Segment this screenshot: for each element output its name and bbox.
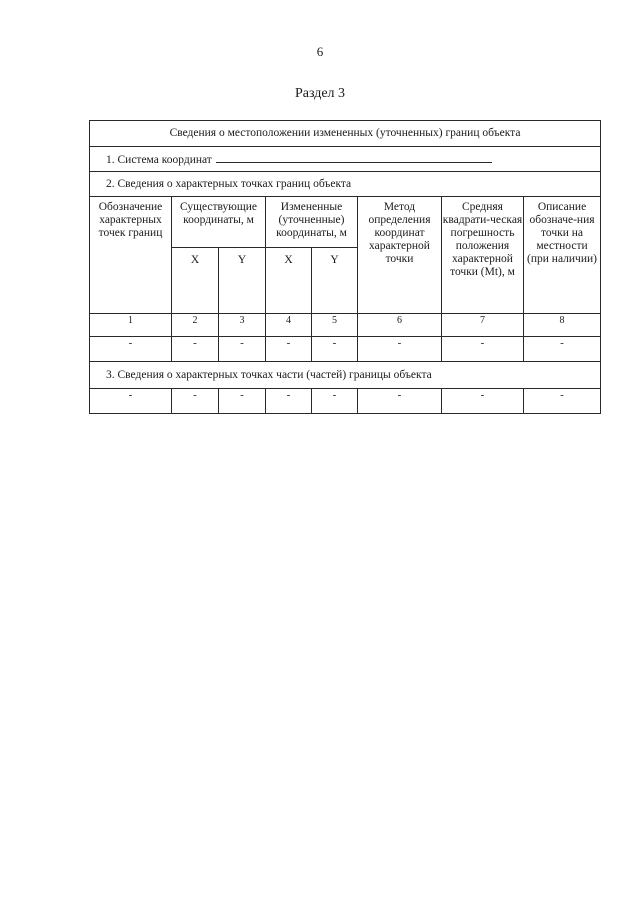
header-mean-square-error: Средняя квадрати-ческая погрешность положения характерной точки (Mt), м <box>442 197 524 314</box>
table-cell: - <box>172 337 219 362</box>
table-cell: - <box>524 337 601 362</box>
header-existing-x: X <box>172 248 219 314</box>
table-title: Сведения о местоположении измененных (уточненных) границ объекта <box>90 121 601 147</box>
table-cell: - <box>358 389 442 414</box>
header-changed-coordinates: Измененные (уточненные) координаты, м <box>266 197 358 248</box>
header-existing-coordinates: Существующие координаты, м <box>172 197 266 248</box>
column-numbers-row <box>90 314 601 337</box>
table-cell: - <box>90 337 172 362</box>
header-changed-y: Y <box>312 248 358 314</box>
section2-data-row <box>90 337 601 362</box>
coord-system-blank-line <box>216 152 492 163</box>
table-cell: - <box>358 337 442 362</box>
table-cell: - <box>90 389 172 414</box>
section3-label: 3. Сведения о характерных точках части (частей) границы объекта <box>90 362 601 389</box>
column-number: 8 <box>524 314 601 337</box>
table-cell: - <box>312 389 358 414</box>
table-cell: - <box>172 389 219 414</box>
column-number: 1 <box>90 314 172 337</box>
column-number: 7 <box>442 314 524 337</box>
boundary-table <box>89 120 601 414</box>
table-cell: - <box>442 337 524 362</box>
header-point-description: Описание обозначе-ния точки на местности (при наличии) <box>524 197 601 314</box>
table-cell: - <box>524 389 601 414</box>
coord-system-label: 1. Система координат <box>106 153 212 166</box>
header-changed-x: X <box>266 248 312 314</box>
table-cell: - <box>442 389 524 414</box>
table-cell: - <box>266 337 312 362</box>
table-cell: - <box>219 337 266 362</box>
header-existing-y: Y <box>219 248 266 314</box>
column-number: 5 <box>312 314 358 337</box>
page-number: 6 <box>316 44 324 59</box>
coord-system-row <box>90 147 601 172</box>
section-title: Раздел 3 <box>294 86 346 101</box>
table-cell: - <box>266 389 312 414</box>
section3-data-row <box>90 389 601 414</box>
section2-label: 2. Сведения о характерных точках границ объекта <box>90 172 601 197</box>
column-number: 2 <box>172 314 219 337</box>
table-cell: - <box>312 337 358 362</box>
header-method: Метод определения координат характерной точки <box>358 197 442 314</box>
column-number: 3 <box>219 314 266 337</box>
header-point-designation: Обозначение характерных точек границ <box>90 197 172 314</box>
table-cell: - <box>219 389 266 414</box>
column-number: 6 <box>358 314 442 337</box>
column-number: 4 <box>266 314 312 337</box>
